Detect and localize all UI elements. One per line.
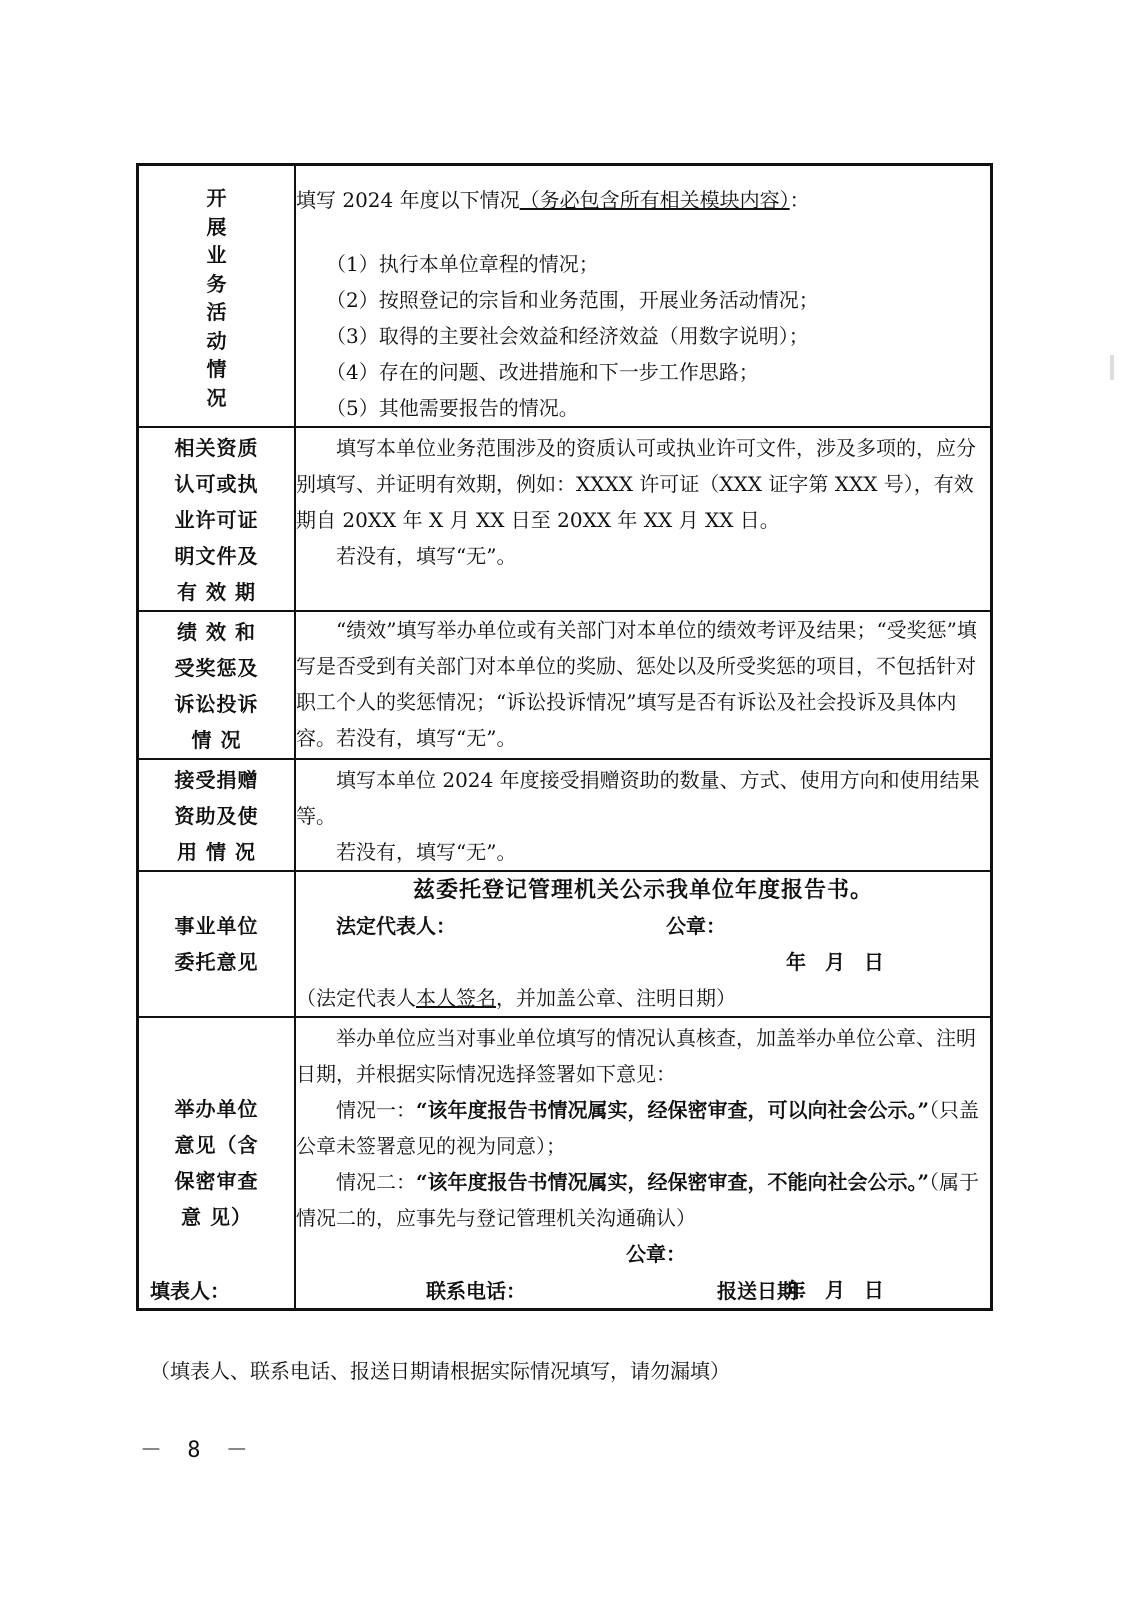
donations-label-line: 用 情 况 <box>177 840 256 864</box>
case-2-label: 情况二： <box>336 1170 416 1194</box>
content-sponsor <box>295 1017 992 1310</box>
footer-fields <box>150 1275 950 1311</box>
activities-item-1: （1）执行本单位章程的情况； <box>326 252 599 276</box>
entrust-note <box>296 980 990 1016</box>
row-sponsor <box>138 1017 992 1310</box>
sponsor-label-line: 举办单位 <box>174 1097 259 1121</box>
row-qualifications <box>138 427 992 611</box>
case-1-quote: “该年度报告书情况属实，经保密审查，可以向社会公示。” <box>416 1098 930 1122</box>
content-entrust <box>295 871 992 1017</box>
activities-label-char: 情 <box>206 357 227 381</box>
performance-label-line: 诉讼投诉 <box>174 692 259 716</box>
qualifications-label-line: 认可或执 <box>174 472 259 496</box>
sponsor-label-line: 意见（含 <box>174 1133 259 1157</box>
activities-intro-underlined: （务必包含所有相关模块内容） <box>519 188 790 212</box>
qualifications-label <box>139 428 294 610</box>
donations-label <box>139 760 294 870</box>
entrust-note-underlined: 本人签名 <box>416 986 496 1010</box>
activities-label-char: 开 <box>206 186 227 210</box>
case-1-label: 情况一： <box>336 1098 416 1122</box>
entrust-rep-seal-line <box>296 908 990 944</box>
entrust-note-suffix: ，并加盖公章、注明日期） <box>496 986 736 1010</box>
performance-label <box>139 612 294 758</box>
scan-artifact <box>1110 355 1114 380</box>
label-sponsor <box>138 1017 296 1310</box>
activities-intro-suffix: ： <box>789 188 810 212</box>
sponsor-case-2 <box>296 1164 990 1236</box>
submission-date-label: 报送日期： <box>717 1279 817 1303</box>
case-2-quote: “该年度报告书情况属实，经保密审查，不能向社会公示。” <box>416 1170 930 1194</box>
qualifications-label-line: 明文件及 <box>174 544 259 568</box>
performance-text: “绩效”填写举办单位或有关部门对本单位的绩效考评及结果；“受奖惩”填写是否受到有关部门对本单位的奖励、惩处以及所受奖惩的项目，不包括针对职工个人的奖惩情况；“诉讼投诉情况”填写是否有诉讼及社会投诉及具体内容。若没有，填写“无”。 <box>296 618 977 750</box>
entrust-label <box>139 908 294 980</box>
activities-intro-prefix: 填写 2024 年度以下情况 <box>296 188 520 212</box>
footer-note: （填表人、联系电话、报送日期请根据实际情况填写，请勿漏填） <box>150 1359 730 1383</box>
entrust-seal-label: 公章： <box>666 914 726 938</box>
activities-label-char: 务 <box>206 271 227 296</box>
legal-representative-label: 法定代表人： <box>336 914 456 938</box>
donations-none-text: 若没有，填写“无”。 <box>336 840 517 864</box>
entrust-label-line: 事业单位 <box>174 914 259 938</box>
activities-label-char: 动 <box>206 328 227 353</box>
entrust-label-line: 委托意见 <box>174 950 259 974</box>
qualifications-text: 填写本单位业务范围涉及的资质认可或执业许可文件，涉及多项的，应分别填写、并证明有效期，例如：XXXX 许可证（XXX 证字第 XXX 号），有效期自 20XX 年 X 月 XX 日至 20XX 年 XX 月 XX 日。 <box>296 436 976 532</box>
activities-item-4: （4）存在的问题、改进措施和下一步工作思路； <box>326 360 759 384</box>
performance-label-line: 情 况 <box>191 728 242 752</box>
label-qualifications <box>138 427 296 611</box>
sponsor-label-line: 保密审查 <box>174 1169 259 1193</box>
qualifications-label-line: 业许可证 <box>174 508 259 532</box>
activities-label-vertical <box>207 184 227 412</box>
donations-label-line: 接受捐赠 <box>174 768 259 792</box>
content-qualifications <box>295 427 992 611</box>
sponsor-intro: 举办单位应当对事业单位填写的情况认真核查，加盖举办单位公章、注明日期，并根据实际情况选择签署如下意见： <box>296 1026 976 1086</box>
performance-label-line: 绩 效 和 <box>177 620 256 644</box>
sponsor-label <box>139 1091 294 1235</box>
entrust-note-prefix: （法定代表人 <box>296 986 416 1010</box>
donations-text: 填写本单位 2024 年度接受捐赠资助的数量、方式、使用方向和使用结果等。 <box>296 768 980 828</box>
label-donations <box>138 759 296 871</box>
annual-report-form-table <box>136 163 993 1311</box>
sponsor-seal-label: 公章： <box>626 1242 686 1266</box>
filler-label: 填表人： <box>150 1279 230 1303</box>
activities-item-5: （5）其他需要报告的情况。 <box>326 396 579 420</box>
row-activities <box>138 165 992 428</box>
entrust-heading: 兹委托登记管理机关公示我单位年度报告书。 <box>412 877 873 903</box>
qualifications-none-text: 若没有，填写“无”。 <box>336 544 517 568</box>
row-donations <box>138 759 992 871</box>
sponsor-date: 年 月 日 <box>786 1278 890 1302</box>
label-entrust <box>138 871 296 1017</box>
page-number: － 8 － <box>140 1438 254 1463</box>
sponsor-case-1 <box>296 1092 990 1164</box>
label-activities <box>138 165 296 428</box>
activities-label-char: 况 <box>206 385 227 410</box>
qualifications-label-line: 有 效 期 <box>177 580 256 604</box>
activities-item-2: （2）按照登记的宗旨和业务范围，开展业务活动情况； <box>326 288 819 312</box>
content-performance <box>295 611 992 759</box>
row-entrust <box>138 871 992 1017</box>
qualifications-label-line: 相关资质 <box>174 436 259 460</box>
entrust-date: 年 月 日 <box>786 950 890 974</box>
activities-label-char: 活 <box>206 300 227 324</box>
label-performance <box>138 611 296 759</box>
case-2-note: （属于情况二的，应事先与登记管理机关沟通确认） <box>296 1170 980 1230</box>
sponsor-label-line: 意 见） <box>181 1205 252 1229</box>
content-activities <box>295 165 992 428</box>
activities-label-char: 展 <box>206 214 227 239</box>
performance-label-line: 受奖惩及 <box>174 656 259 680</box>
case-1-note: （只盖公章未签署意见的视为同意）； <box>296 1098 980 1158</box>
row-performance <box>138 611 992 759</box>
donations-label-line: 资助及使 <box>174 804 259 828</box>
content-donations <box>295 759 992 871</box>
phone-label: 联系电话： <box>426 1279 526 1303</box>
activities-intro <box>296 182 990 218</box>
activities-label-char: 业 <box>206 243 227 267</box>
activities-item-3: （3）取得的主要社会效益和经济效益（用数字说明）； <box>326 324 809 348</box>
